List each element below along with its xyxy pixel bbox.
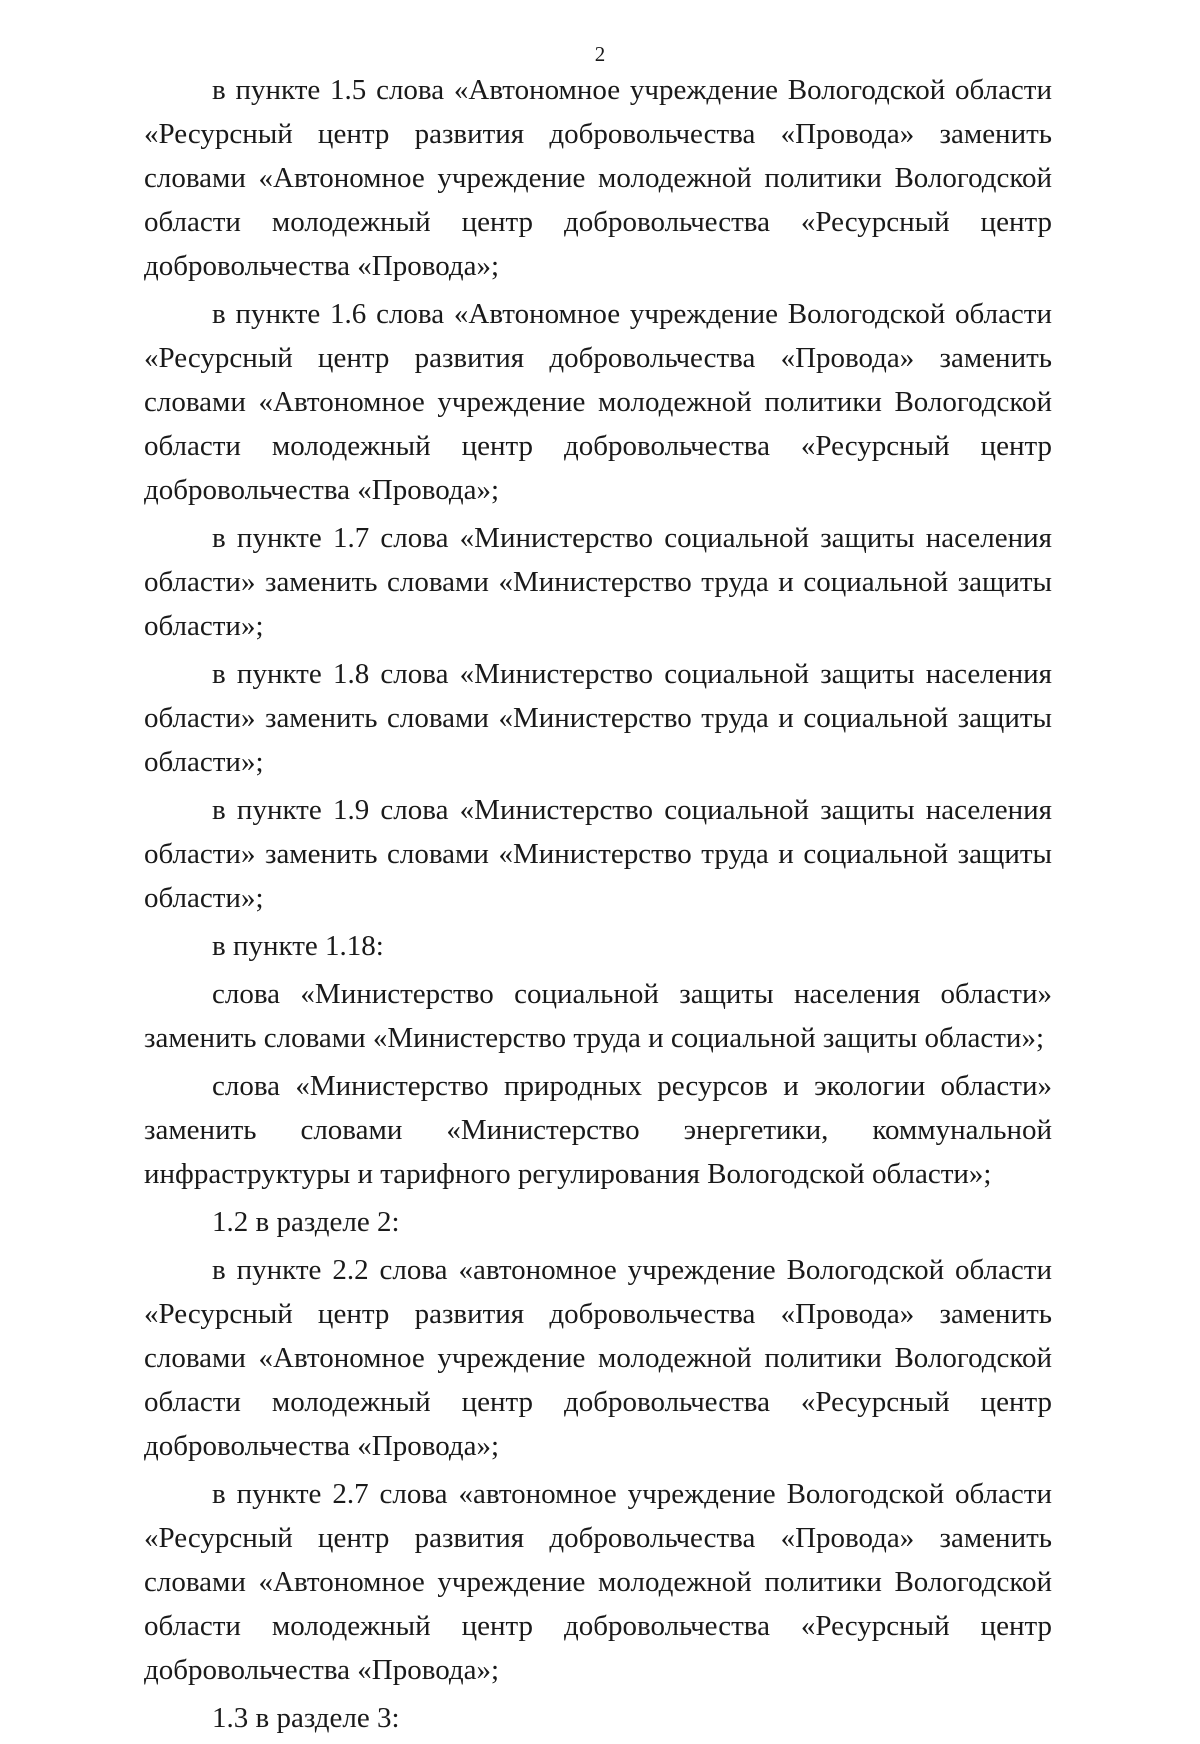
- paragraph-item-2-7: в пункте 2.7 слова «автономное учреждение Вологодской области «Ресурсный центр развития добровольчества «Провода» заменить словами «Автономное учреждение молодежной политики Вологодской области молодежный центр добровольчества «Ресурсный центр добровольчества «Провода»;: [144, 1478, 1052, 1686]
- paragraph-item-1-8: в пункте 1.8 слова «Министерство социальной защиты населения области» заменить словами «Министерство труда и социальной защиты области»;: [144, 658, 1052, 778]
- paragraph-item-2-2: в пункте 2.2 слова «автономное учреждение Вологодской области «Ресурсный центр развития добровольчества «Провода» заменить словами «Автономное учреждение молодежной политики Вологодской области молодежный центр добровольчества «Ресурсный центр добровольчества «Провода»;: [144, 1254, 1052, 1462]
- paragraph-subitem-1-18-a: слова «Министерство социальной защиты населения области» заменить словами «Министерство труда и социальной защиты области»;: [144, 978, 1052, 1054]
- section-heading-1-2: 1.2 в разделе 2:: [212, 1206, 400, 1238]
- document-body: [144, 68, 1052, 1744]
- paragraph-subitem-1-18-b: слова «Министерство природных ресурсов и экологии области» заменить словами «Министерство энергетики, коммунальной инфраструктуры и тарифного регулирования Вологодской области»;: [144, 1070, 1052, 1190]
- paragraph-item-1-6: в пункте 1.6 слова «Автономное учреждение Вологодской области «Ресурсный центр развития добровольчества «Провода» заменить словами «Автономное учреждение молодежной политики Вологодской области молодежный центр добровольчества «Ресурсный центр добровольчества «Провода»;: [144, 298, 1052, 506]
- paragraph-item-1-7: в пункте 1.7 слова «Министерство социальной защиты населения области» заменить словами «Министерство труда и социальной защиты области»;: [144, 522, 1052, 642]
- paragraph-item-1-5: в пункте 1.5 слова «Автономное учреждение Вологодской области «Ресурсный центр развития добровольчества «Провода» заменить словами «Автономное учреждение молодежной политики Вологодской области молодежный центр добровольчества «Ресурсный центр добровольчества «Провода»;: [144, 74, 1052, 282]
- page-number: 2: [594, 42, 606, 66]
- paragraph-item-1-18: в пункте 1.18:: [212, 930, 384, 962]
- section-heading-1-3: 1.3 в разделе 3:: [212, 1702, 400, 1734]
- paragraph-item-1-9: в пункте 1.9 слова «Министерство социальной защиты населения области» заменить словами «Министерство труда и социальной защиты области»;: [144, 794, 1052, 914]
